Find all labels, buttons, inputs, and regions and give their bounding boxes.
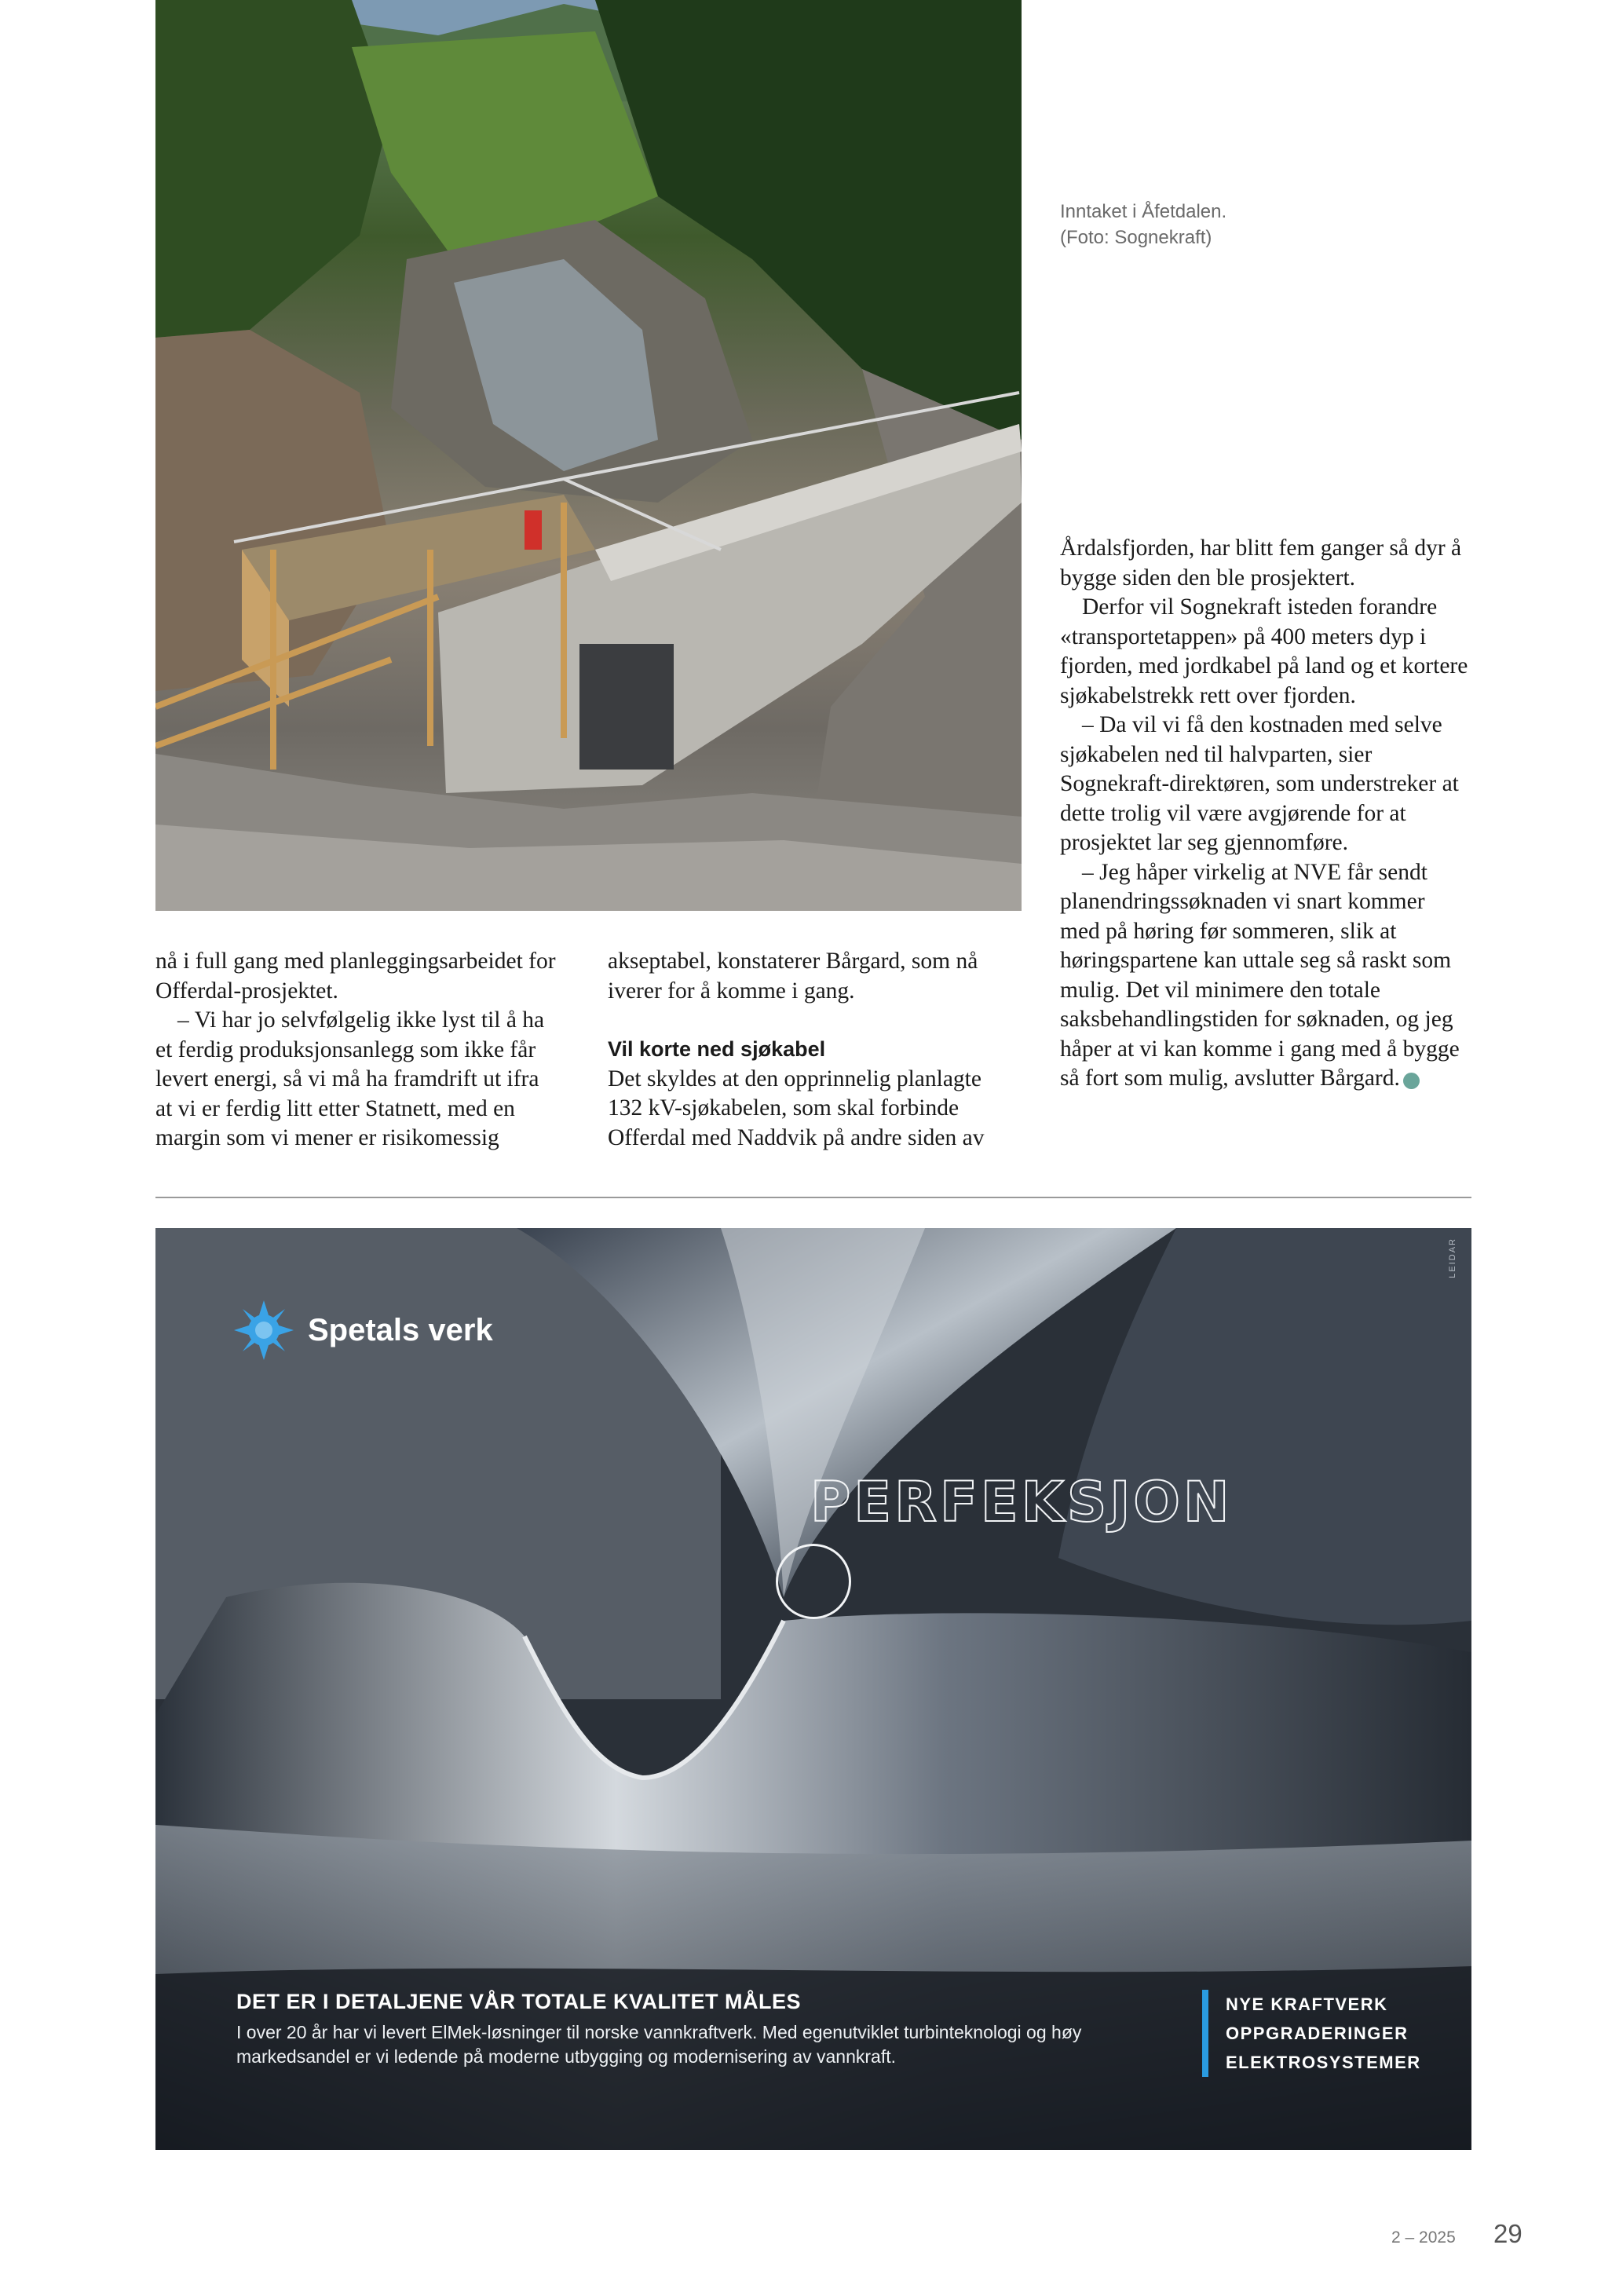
photo-caption-title: Inntaket i Åfetdalen. <box>1060 201 1227 222</box>
article-paragraph: – Da vil vi få den kostnaden med selve sjøkabelen ned til halvparten, sier Sognekraft-direktøren, som understreker at dette trolig vil være avgjørende for at prosjektet lar seg gjennomføre. <box>1060 712 1459 855</box>
agency-credit: LEIDAR <box>1448 1238 1457 1278</box>
service-item: ELEKTROSYSTEMER <box>1226 2053 1421 2072</box>
article-column-1 <box>155 947 557 1153</box>
service-item: OPPGRADERINGER <box>1226 2024 1409 2043</box>
article-paragraph: Derfor vil Sognekraft isteden forandre «transportetappen» på 400 meters dyp i fjorden, med jordkabel på land og et kortere sjøkabelstrekk rett over fjorden. <box>1060 594 1468 708</box>
article-subheading: Vil korte ned sjøkabel <box>608 1037 826 1061</box>
article-paragraph: nå i full gang med planleggingsarbeidet for Offerdal-prosjektet. <box>155 949 556 1004</box>
services-list <box>1202 1990 1421 2077</box>
article-paragraph-text: – Jeg håper virkelig at NVE får sendt planendringssøknaden vi snart kommer med på høring før sommeren, slik at høringspartene kan uttale seg så raskt som mulig. Det vil minimere den totale saksbehandlingstiden for søknaden, og jeg håper at vi kan komme i gang med å bygge så fort som mulig, avslutter Bårgard. <box>1060 859 1460 1091</box>
article-final-paragraph <box>1060 858 1468 1094</box>
intake-photo-illustration <box>155 0 1022 911</box>
article-paragraph: akseptabel, konstaterer Bårgard, som nå iverer for å komme i gang. <box>608 949 978 1004</box>
focus-circle-icon <box>776 1544 851 1619</box>
ad-title: DET ER I DETALJENE VÅR TOTALE KVALITET MÅLES <box>236 1990 802 2013</box>
article-column-3 <box>1060 534 1468 1094</box>
spetals-verk-advertisement[interactable] <box>155 1228 1471 2150</box>
article-paragraph: Det skyldes at den opprinnelig planlagte 132 kV-sjøkabelen, som skal forbinde Offerdal med Naddvik på andre siden av <box>608 1066 985 1150</box>
section-divider <box>155 1197 1471 1198</box>
page-number: 29 <box>1493 2219 1522 2248</box>
ad-body-text: I over 20 år har vi levert ElMek-løsninger til norske vannkraftverk. Med egenutviklet turbinteknologi og høy markedsandel er vi ledende på moderne utbygging og modernisering av vannkraft. <box>236 2022 1082 2067</box>
ad-headline: PERFEKSJON <box>810 1470 1233 1534</box>
end-of-article-icon: e <box>1403 1073 1420 1089</box>
photo-caption <box>1060 199 1296 250</box>
brand-logo[interactable] <box>234 1300 493 1360</box>
article-column-2 <box>608 947 1010 1153</box>
blue-star-logo-icon <box>234 1300 294 1360</box>
brand-name: Spetals verk <box>308 1312 493 1347</box>
service-item: NYE KRAFTVERK <box>1226 1994 1388 2014</box>
article-paragraph: Årdalsfjorden, har blitt fem ganger så dyr å bygge siden den ble prosjektert. <box>1060 536 1462 590</box>
article-paragraph: – Vi har jo selvfølgelig ikke lyst til å ha et ferdig produksjonsanlegg som ikke får levert energi, så vi må ha framdrift ut ifra at vi er ferdig litt etter Statnett, med en margin som vi mener er risikomessig <box>155 1007 545 1150</box>
photo-caption-credit: (Foto: Sognekraft) <box>1060 227 1212 248</box>
intake-photo <box>155 0 1022 911</box>
issue-number: 2 – 2025 <box>1391 2228 1456 2247</box>
